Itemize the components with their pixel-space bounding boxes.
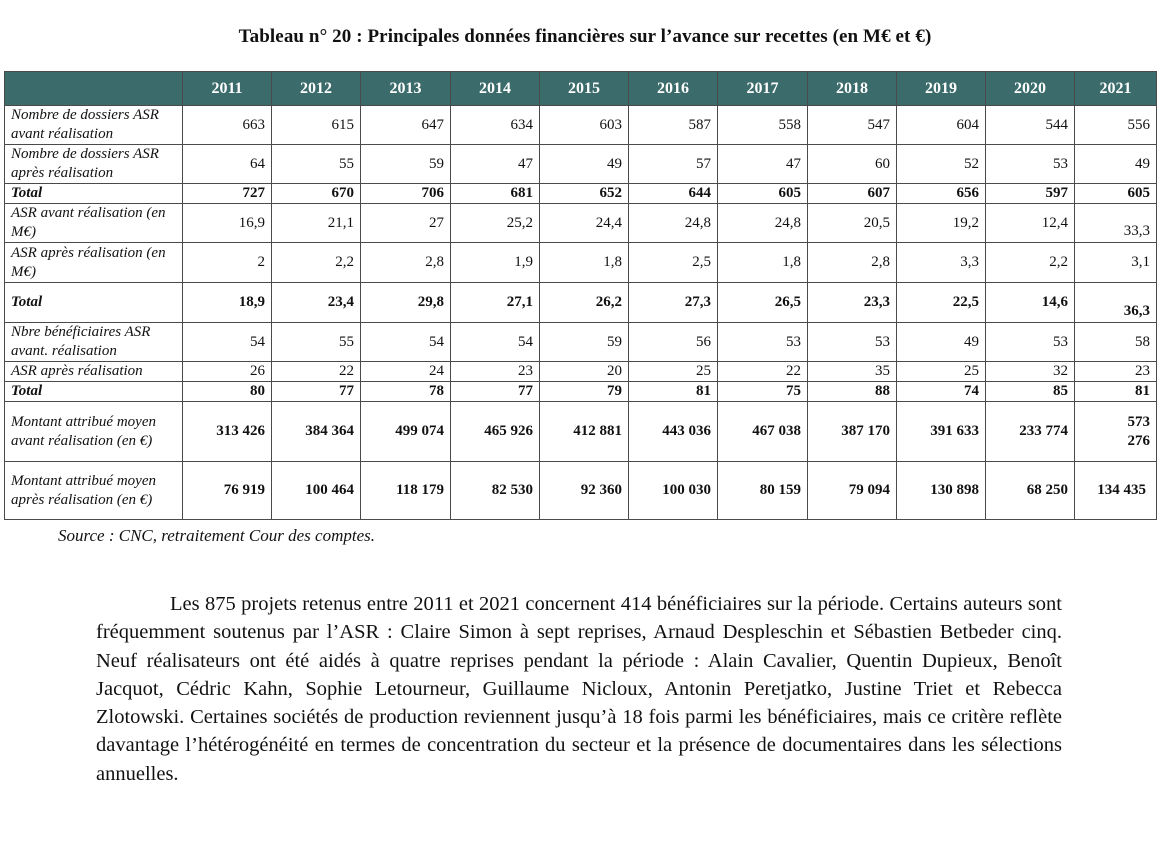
row-label: Nbre bénéficiaires ASR avant. réalisation xyxy=(5,323,183,362)
table-cell: 57 xyxy=(629,145,718,184)
table-cell: 547 xyxy=(808,106,897,145)
table-cell: 663 xyxy=(183,106,272,145)
table-row xyxy=(5,402,1157,462)
year-header: 2017 xyxy=(718,72,808,106)
table-cell: 100 464 xyxy=(272,462,361,520)
table-cell: 647 xyxy=(361,106,451,145)
table-cell: 634 xyxy=(451,106,540,145)
table-cell: 77 xyxy=(272,382,361,402)
table-cell: 26 xyxy=(183,362,272,382)
table-cell: 55 xyxy=(272,323,361,362)
table-cell: 587 xyxy=(629,106,718,145)
table-cell: 130 898 xyxy=(897,462,986,520)
table-cell: 387 170 xyxy=(808,402,897,462)
row-label: Montant attribué moyen après réalisation (en €) xyxy=(5,462,183,520)
table-cell: 24 xyxy=(361,362,451,382)
table-cell: 27,3 xyxy=(629,283,718,323)
table-cell: 64 xyxy=(183,145,272,184)
table-cell: 2 xyxy=(183,243,272,283)
table-cell: 499 074 xyxy=(361,402,451,462)
table-cell: 81 xyxy=(1075,382,1157,402)
table-row xyxy=(5,145,1157,184)
table-cell: 22 xyxy=(718,362,808,382)
table-cell: 3,3 xyxy=(897,243,986,283)
table-cell: 49 xyxy=(540,145,629,184)
year-header: 2021 xyxy=(1075,72,1157,106)
table-cell: 80 xyxy=(183,382,272,402)
table-cell: 27 xyxy=(361,204,451,243)
table-cell: 79 094 xyxy=(808,462,897,520)
table-cell: 27,1 xyxy=(451,283,540,323)
table-cell: 54 xyxy=(361,323,451,362)
table-cell: 23,3 xyxy=(808,283,897,323)
table-cell: 29,8 xyxy=(361,283,451,323)
table-row xyxy=(5,462,1157,520)
table-cell: 60 xyxy=(808,145,897,184)
table-cell: 23,4 xyxy=(272,283,361,323)
row-label: Nombre de dossiers ASR avant réalisation xyxy=(5,106,183,145)
table-cell: 58 xyxy=(1075,323,1157,362)
table-cell: 88 xyxy=(808,382,897,402)
table-cell: 52 xyxy=(897,145,986,184)
table-cell: 22 xyxy=(272,362,361,382)
table-row xyxy=(5,204,1157,243)
table-cell: 23 xyxy=(451,362,540,382)
year-header: 2013 xyxy=(361,72,451,106)
row-label: Total xyxy=(5,184,183,204)
table-cell: 76 919 xyxy=(183,462,272,520)
table-title: Tableau n° 20 : Principales données financières sur l’avance sur recettes (en M€ et €) xyxy=(238,26,932,47)
table-cell: 82 530 xyxy=(451,462,540,520)
table-cell: 59 xyxy=(361,145,451,184)
table-cell: 78 xyxy=(361,382,451,402)
table-cell: 92 360 xyxy=(540,462,629,520)
table-cell: 35 xyxy=(808,362,897,382)
table-cell: 23 xyxy=(1075,362,1157,382)
table-cell: 53 xyxy=(718,323,808,362)
total-row xyxy=(5,283,1157,323)
year-header: 2018 xyxy=(808,72,897,106)
table-cell: 77 xyxy=(451,382,540,402)
table-cell: 558 xyxy=(718,106,808,145)
table-cell: 12,4 xyxy=(986,204,1075,243)
year-header: 2014 xyxy=(451,72,540,106)
table-row xyxy=(5,106,1157,145)
wrapped-value: 573 276 xyxy=(1127,413,1150,449)
table-cell: 2,5 xyxy=(629,243,718,283)
row-label: Montant attribué moyen avant réalisation (en €) xyxy=(5,402,183,462)
table-cell: 16,9 xyxy=(183,204,272,243)
table-cell: 25 xyxy=(897,362,986,382)
table-cell: 33,3 xyxy=(1075,204,1157,243)
table-row xyxy=(5,243,1157,283)
table-row xyxy=(5,362,1157,382)
table-cell: 605 xyxy=(1075,184,1157,204)
table-cell: 24,8 xyxy=(718,204,808,243)
row-label: ASR avant réalisation (en M€) xyxy=(5,204,183,243)
table-cell: 2,8 xyxy=(808,243,897,283)
table-cell: 644 xyxy=(629,184,718,204)
table-cell: 26,5 xyxy=(718,283,808,323)
table-cell: 53 xyxy=(808,323,897,362)
table-cell: 24,4 xyxy=(540,204,629,243)
year-header: 2020 xyxy=(986,72,1075,106)
table-cell: 80 159 xyxy=(718,462,808,520)
table-cell: 2,2 xyxy=(272,243,361,283)
table-cell: 3,1 xyxy=(1075,243,1157,283)
row-label: ASR après réalisation xyxy=(5,362,183,382)
table-cell: 18,9 xyxy=(183,283,272,323)
table-cell: 14,6 xyxy=(986,283,1075,323)
year-header: 2019 xyxy=(897,72,986,106)
table-cell: 412 881 xyxy=(540,402,629,462)
table-cell: 59 xyxy=(540,323,629,362)
table-cell: 53 xyxy=(986,323,1075,362)
table-cell: 53 xyxy=(986,145,1075,184)
table-cell: 19,2 xyxy=(897,204,986,243)
table-cell: 54 xyxy=(183,323,272,362)
table-cell: 68 250 xyxy=(986,462,1075,520)
table-cell: 603 xyxy=(540,106,629,145)
table-cell: 22,5 xyxy=(897,283,986,323)
table-cell: 24,8 xyxy=(629,204,718,243)
year-header: 2016 xyxy=(629,72,718,106)
table-cell: 25 xyxy=(629,362,718,382)
table-cell: 85 xyxy=(986,382,1075,402)
year-header: 2012 xyxy=(272,72,361,106)
table-cell: 79 xyxy=(540,382,629,402)
table-cell: 313 426 xyxy=(183,402,272,462)
table-cell: 75 xyxy=(718,382,808,402)
row-label: Total xyxy=(5,283,183,323)
table-source: Source : CNC, retraitement Cour des comptes. xyxy=(58,526,375,545)
table-cell: 1,9 xyxy=(451,243,540,283)
table-cell: 604 xyxy=(897,106,986,145)
table-cell: 467 038 xyxy=(718,402,808,462)
table-cell: 384 364 xyxy=(272,402,361,462)
table-cell: 465 926 xyxy=(451,402,540,462)
table-cell: 615 xyxy=(272,106,361,145)
table-cell: 49 xyxy=(897,323,986,362)
table-cell: 681 xyxy=(451,184,540,204)
table-cell: 652 xyxy=(540,184,629,204)
table-cell: 36,3 xyxy=(1075,283,1157,323)
table-cell: 597 xyxy=(986,184,1075,204)
body-paragraph: Les 875 projets retenus entre 2011 et 2021 concernent 414 bénéficiaires sur la période. Certains auteurs sont fréquemment soutenus par l’ASR : Claire Simon à sept reprises, Arnaud Despleschin et Sébastien Betbeder cinq. Neuf réalisateurs ont été aidés à quatre reprises pendant la période : Alain Cavalier, Quentin Dupieux, Benoît Jacquot, Cédric Kahn, Sophie Letourneur, Guillaume Nicloux, Antonin Peretjatko, Justine Triet et Rebecca Zlotowski. Certaines sociétés de production reviennent jusqu’à 18 fois parmi les bénéficiaires, mais ce critère reflète davantage l’hétérogénéité en termes de concentration du secteur et la présence de documentaires dans les sélections annuelles. xyxy=(96,593,1062,785)
table-cell: 2,8 xyxy=(361,243,451,283)
table-cell: 1,8 xyxy=(718,243,808,283)
table-cell: 607 xyxy=(808,184,897,204)
table-cell: 100 030 xyxy=(629,462,718,520)
table-cell: 605 xyxy=(718,184,808,204)
table-cell: 47 xyxy=(451,145,540,184)
table-cell: 391 633 xyxy=(897,402,986,462)
table-cell: 74 xyxy=(897,382,986,402)
year-header: 2015 xyxy=(540,72,629,106)
table-cell: 656 xyxy=(897,184,986,204)
table-cell: 134 435 xyxy=(1075,462,1157,520)
table-cell: 20,5 xyxy=(808,204,897,243)
table-cell: 544 xyxy=(986,106,1075,145)
total-row xyxy=(5,184,1157,204)
financial-table xyxy=(4,71,1157,520)
total-row xyxy=(5,382,1157,402)
table-cell: 556 xyxy=(1075,106,1157,145)
row-label: ASR après réalisation (en M€) xyxy=(5,243,183,283)
table-cell: 32 xyxy=(986,362,1075,382)
table-cell: 47 xyxy=(718,145,808,184)
table-cell: 233 774 xyxy=(986,402,1075,462)
table-cell: 727 xyxy=(183,184,272,204)
table-cell: 1,8 xyxy=(540,243,629,283)
table-cell xyxy=(1075,402,1157,462)
table-cell: 706 xyxy=(361,184,451,204)
table-cell: 81 xyxy=(629,382,718,402)
header-corner xyxy=(5,72,183,106)
table-row xyxy=(5,323,1157,362)
table-cell: 25,2 xyxy=(451,204,540,243)
year-header: 2011 xyxy=(183,72,272,106)
table-cell: 443 036 xyxy=(629,402,718,462)
table-cell: 118 179 xyxy=(361,462,451,520)
table-cell: 670 xyxy=(272,184,361,204)
table-cell: 54 xyxy=(451,323,540,362)
table-cell: 55 xyxy=(272,145,361,184)
row-label: Total xyxy=(5,382,183,402)
header-row xyxy=(5,72,1157,106)
table-cell: 21,1 xyxy=(272,204,361,243)
table-cell: 2,2 xyxy=(986,243,1075,283)
row-label: Nombre de dossiers ASR après réalisation xyxy=(5,145,183,184)
table-cell: 49 xyxy=(1075,145,1157,184)
table-cell: 56 xyxy=(629,323,718,362)
table-cell: 26,2 xyxy=(540,283,629,323)
table-cell: 20 xyxy=(540,362,629,382)
